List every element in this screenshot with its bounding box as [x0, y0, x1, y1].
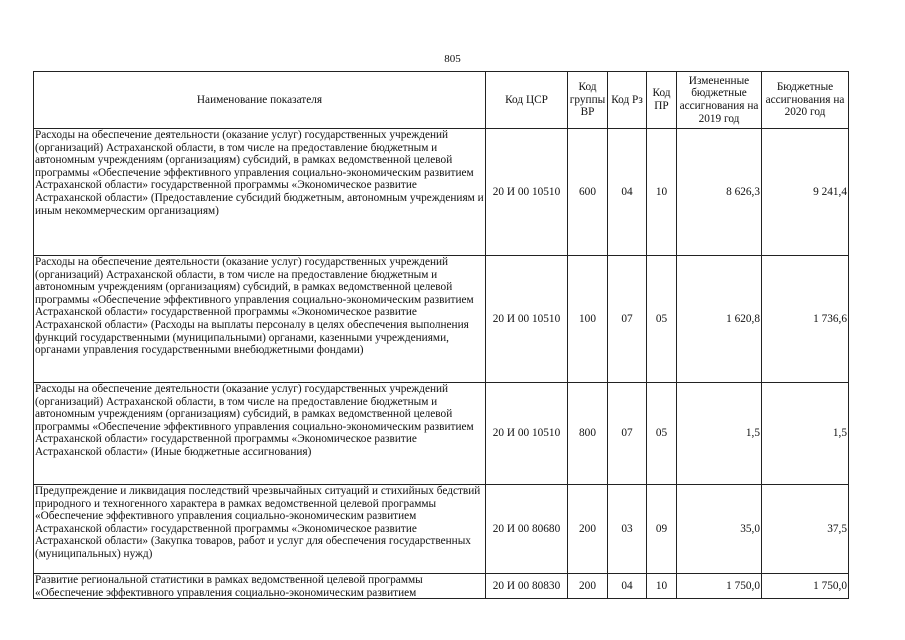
- row-pr: 10: [647, 574, 677, 599]
- header-vr: Код группы ВР: [568, 72, 608, 129]
- header-pr: Код ПР: [647, 72, 677, 129]
- row-2020: 9 241,4: [762, 129, 849, 256]
- header-name: Наименование показателя: [34, 72, 486, 129]
- row-name: Расходы на обеспечение деятельности (оказание услуг) государственных учреждений (организаций) Астраханской области, в том числе на предоставление бюджетным и автономным учреждениям (организациям) субсидий, в рамках ведомственной целевой программы «Обеспечение эффективного управления социально-экономическим развитием Астраханской области» государственной программы «Экономическое развитие Астраханской области» (Предоставление субсидий бюджетным, автономным учреждениям и иным некоммерческим организациям): [34, 129, 486, 256]
- row-vr: 200: [568, 485, 608, 574]
- header-rz: Код Рз: [608, 72, 647, 129]
- row-2019: 35,0: [677, 485, 762, 574]
- row-2020: 1 736,6: [762, 256, 849, 383]
- row-2019: 1 620,8: [677, 256, 762, 383]
- row-pr: 05: [647, 256, 677, 383]
- row-2020: 1,5: [762, 383, 849, 485]
- row-2019: 1 750,0: [677, 574, 762, 599]
- row-2019: 1,5: [677, 383, 762, 485]
- row-rz: 07: [608, 256, 647, 383]
- row-csr: 20 И 00 10510: [486, 383, 568, 485]
- row-name: Развитие региональной статистики в рамках ведомственной целевой программы «Обеспечение эффективного управления социально-экономическим развитием: [35, 574, 423, 598]
- row-rz: 04: [608, 129, 647, 256]
- row-2020: 1 750,0: [762, 574, 849, 599]
- row-vr: 100: [568, 256, 608, 383]
- header-csr: Код ЦСР: [486, 72, 568, 129]
- row-rz: 07: [608, 383, 647, 485]
- row-rz: 04: [608, 574, 647, 599]
- row-name: Предупреждение и ликвидация последствий чрезвычайных ситуаций и стихийных бедствий природного и техногенного характера в рамках ведомственной целевой программы «Обеспечение эффективного управления социально-экономическим развитием Астраханской области» государственной программы «Экономическое развитие Астраханской области» (Закупка товаров, работ и услуг для обеспечения государственных (муниципальных) нужд): [34, 485, 486, 574]
- row-name-cell: [34, 574, 486, 599]
- row-rz: 03: [608, 485, 647, 574]
- row-csr: 20 И 00 10510: [486, 129, 568, 256]
- row-2020: 37,5: [762, 485, 849, 574]
- row-vr: 600: [568, 129, 608, 256]
- header-2020: Бюджетные ассигнования на 2020 год: [762, 72, 849, 129]
- table-row: [34, 129, 849, 256]
- header-2019: Измененные бюджетные ассигнования на 2019 год: [677, 72, 762, 129]
- row-csr: 20 И 00 80680: [486, 485, 568, 574]
- row-vr: 800: [568, 383, 608, 485]
- row-csr: 20 И 00 80830: [486, 574, 568, 599]
- row-vr: 200: [568, 574, 608, 599]
- budget-table: [33, 71, 849, 599]
- row-pr: 09: [647, 485, 677, 574]
- table-header-row: [34, 72, 849, 129]
- row-pr: 05: [647, 383, 677, 485]
- page-number: 805: [444, 53, 461, 65]
- row-csr: 20 И 00 10510: [486, 256, 568, 383]
- row-name: Расходы на обеспечение деятельности (оказание услуг) государственных учреждений (организаций) Астраханской области, в том числе на предоставление бюджетным и автономным учреждениям (организациям) субсидий, в рамках ведомственной целевой программы «Обеспечение эффективного управления социально-экономическим развитием Астраханской области» государственной программы «Экономическое развитие Астраханской области» (Иные бюджетные ассигнования): [34, 383, 486, 485]
- table-row: [34, 574, 849, 599]
- row-2019: 8 626,3: [677, 129, 762, 256]
- table-row: [34, 485, 849, 574]
- table-row: [34, 383, 849, 485]
- row-name: Расходы на обеспечение деятельности (оказание услуг) государственных учреждений (организаций) Астраханской области, в том числе на предоставление бюджетным и автономным учреждениям (организациям) субсидий, в рамках ведомственной целевой программы «Обеспечение эффективного управления социально-экономическим развитием Астраханской области» государственной программы «Экономическое развитие Астраханской области» (Расходы на выплаты персоналу в целях обеспечения выполнения функций государственными (муниципальными) органами, казенными учреждениями, органами управления государственными внебюджетными фондами): [34, 256, 486, 383]
- table-row: [34, 256, 849, 383]
- row-pr: 10: [647, 129, 677, 256]
